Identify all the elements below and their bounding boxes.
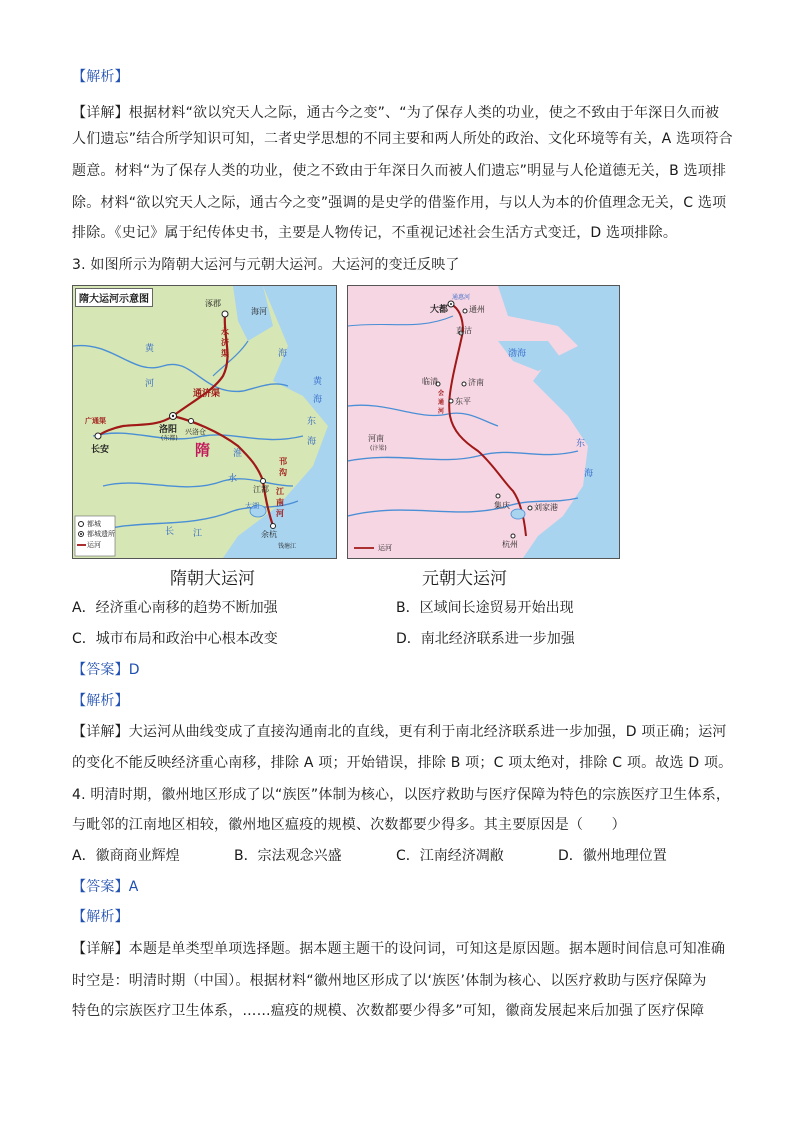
city-label: 大都 — [430, 305, 449, 315]
legend-entry: 都城 — [87, 520, 101, 528]
option-b: B．宗法观念兴盛 — [234, 848, 342, 864]
sea-label: 海 — [278, 349, 288, 359]
river-label: 长 — [165, 527, 175, 537]
sui-canal-map — [72, 285, 337, 559]
city-label: 直沽 — [456, 326, 472, 335]
detail-line: 【详解】大运河从曲线变成了直接沟通南北的直线，更有利于南北经济联系进一步加强，D 项正确；运河 — [72, 724, 727, 740]
sea-label: 渤海 — [508, 349, 527, 359]
option-c: C．江南经济凋敝 — [396, 848, 504, 864]
canal-label: 江南河 — [276, 487, 284, 518]
sea-label: 东 — [307, 417, 317, 427]
dynasty-label: 隋 — [195, 441, 211, 459]
city-label: 刘家港 — [534, 503, 558, 512]
city-label: 长安 — [91, 445, 110, 455]
city-label: 济南 — [468, 378, 484, 387]
city-label: 通州 — [469, 305, 485, 314]
city-sub-label: (汴梁) — [370, 445, 387, 452]
legend-entry: 都城遗所 — [87, 530, 115, 538]
river-label: 海河 — [251, 307, 267, 316]
yuan-map-graphic — [348, 286, 619, 558]
river-label: 江 — [193, 529, 203, 539]
river-label: 钱塘江 — [278, 543, 297, 550]
option-d: D．南北经济联系进一步加强 — [396, 631, 575, 647]
city-label: 涿郡 — [205, 299, 221, 308]
river-label: 水 — [228, 474, 238, 484]
legend-entry: 运河 — [378, 544, 392, 552]
detail-line: 【详解】本题是单类型单项选择题。据本题主题干的设问词，可知这是原因题。据本题时间信息可知准确 — [72, 941, 726, 957]
analysis-tag: 【解析】 — [72, 909, 129, 925]
yuan-canal-map — [347, 285, 620, 559]
canal-label: 会通河 — [438, 390, 445, 415]
analysis-tag: 【解析】 — [72, 693, 129, 709]
city-sub-label: (东都) — [161, 435, 178, 442]
canal-label: 邗沟 — [279, 457, 287, 477]
city-label: 集庆 — [494, 501, 510, 510]
option-b: B．区域间长途贸易开始出现 — [396, 600, 574, 616]
city-label: 余杭 — [261, 530, 277, 539]
sea-label: 海 — [313, 395, 323, 405]
analysis-tag: 【解析】 — [72, 69, 129, 85]
city-label: 东平 — [455, 397, 471, 406]
answer: 【答案】A — [72, 879, 139, 895]
detail-line: 【详解】根据材料“欲以究天人之际，通古今之变”、“为了保存人类的功业，使之不致由于年深日久而被 — [72, 105, 720, 121]
city-label: 江都 — [253, 485, 269, 494]
option-a: A．徽商商业辉煌 — [72, 848, 180, 864]
sea-label: 黄 — [313, 377, 323, 387]
question-stem: 4. 明清时期，徽州地区形成了以“族医”体制为核心，以医疗救助与医疗保障为特色的宗族医疗卫生体系， — [72, 787, 731, 803]
map-caption: 元朝大运河 — [422, 569, 507, 589]
detail-line: 的变化不能反映经济重心南移，排除 A 项；开始错误，排除 B 项；C 项太绝对，排除 C 项。故选 D 项。 — [72, 755, 733, 771]
detail-line: 题意。材料“为了保存人类的功业，使之不致由于年深日久而被人们遗忘”明显与人伦道德无关，B 选项排 — [72, 163, 727, 179]
river-label: 通惠河 — [452, 294, 471, 301]
sea-label: 海 — [584, 469, 594, 479]
canal-label: 永济渠 — [221, 327, 229, 358]
city-label: 河南 — [368, 434, 384, 443]
river-label: 黄 — [145, 344, 155, 354]
question-stem: 3. 如图所示为隋朝大运河与元朝大运河。大运河的变迁反映了 — [72, 257, 460, 273]
detail-line: 特色的宗族医疗卫生体系，……瘟疫的规模、次数都要少得多”可知，徽商发展起来后加强了医疗保障 — [72, 1003, 705, 1019]
river-label: 河 — [145, 379, 155, 389]
detail-line: 时空是：明清时期（中国）。根据材料“徽州地区形成了以‘族医’体制为核心、以医疗救助与医疗保障为 — [72, 973, 707, 989]
city-label: 洛阳 — [159, 425, 178, 435]
detail-line: 除。材料“欲以究天人之际，通古今之变”强调的是史学的借鉴作用，与以人为本的价值理念无关，C 选项 — [72, 195, 727, 211]
lake-label: 太湖 — [245, 502, 259, 510]
legend-entry: 运河 — [87, 541, 101, 549]
river-label: 淮 — [233, 449, 243, 459]
detail-line: 人们遗忘”结合所学知识可知，二者史学思想的不同主要和两人所处的政治、文化环境等有关，A 选项符合 — [72, 131, 733, 147]
sui-map-graphic — [73, 286, 336, 558]
option-c: C．城市布局和政治中心根本改变 — [72, 631, 278, 647]
city-label: 临清 — [422, 377, 438, 386]
canal-label: 广通渠 — [85, 417, 106, 425]
question-stem: 与毗邻的江南地区相较，徽州地区瘟疫的规模、次数都要少得多。其主要原因是（ ） — [72, 817, 626, 833]
sea-label: 东 — [576, 439, 586, 449]
sea-label: 海 — [307, 437, 317, 447]
canal-label: 通济渠 — [193, 389, 221, 399]
map-caption: 隋朝大运河 — [170, 569, 255, 589]
map-title: 隋大运河示意图 — [75, 288, 153, 307]
city-label: 兴洛仓 — [185, 428, 206, 436]
option-a: A．经济重心南移的趋势不断加强 — [72, 600, 278, 616]
detail-line: 排除。《史记》属于纪传体史书，主要是人物传记，不重视记述社会生活方式变迁，D 选项排除。 — [72, 225, 678, 241]
option-d: D．徽州地理位置 — [558, 848, 667, 864]
city-label: 杭州 — [502, 540, 518, 549]
answer: 【答案】D — [72, 662, 140, 678]
